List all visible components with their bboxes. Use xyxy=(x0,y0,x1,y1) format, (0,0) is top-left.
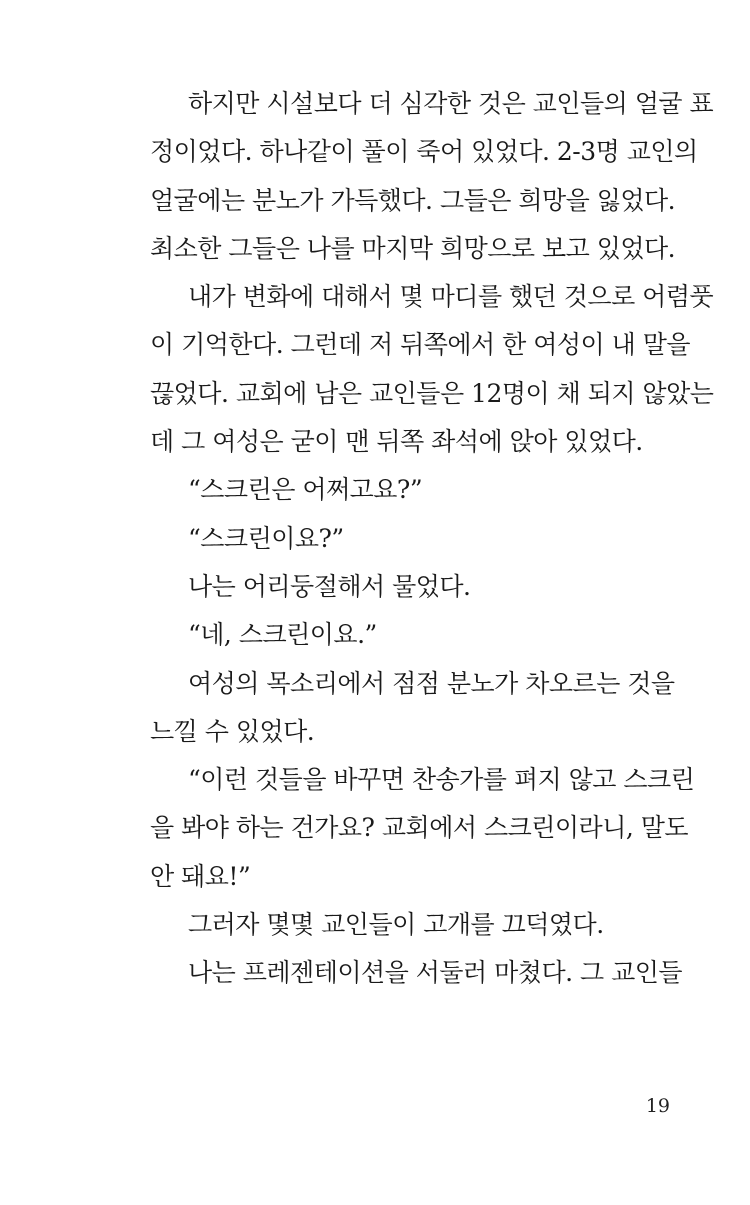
text-line: 데 그 여성은 굳이 맨 뒤쪽 좌석에 앉아 있었다. xyxy=(150,427,643,457)
text-line: 얼굴에는 분노가 가득했다. 그들은 희망을 잃었다. xyxy=(150,185,676,215)
text-line: 하지만 시설보다 더 심각한 것은 교인들의 얼굴 표 xyxy=(188,89,714,118)
text-line: 안 돼요!” xyxy=(150,861,251,891)
text-line: 여성의 목소리에서 점점 분노가 차오르는 것을 xyxy=(188,668,675,698)
text-line: 그러자 몇몇 교인들이 고개를 끄덕였다. xyxy=(188,910,604,940)
text-line: 정이었다. 하나같이 풀이 죽어 있었다. 2-3명 교인의 xyxy=(150,137,698,167)
text-line: “이런 것들을 바꾸면 찬송가를 펴지 않고 스크린 xyxy=(188,765,695,795)
text-line: 최소한 그들은 나를 마지막 희망으로 보고 있었다. xyxy=(150,233,676,263)
text-line: “스크린은 어쩌고요?” xyxy=(188,475,423,505)
text-line: 나는 프레젠테이션을 서둘러 마쳤다. 그 교인들 xyxy=(188,958,683,988)
text-line: 내가 변화에 대해서 몇 마디를 했던 것으로 어렴풋 xyxy=(188,282,714,312)
text-line: 이 기억한다. 그런데 저 뒤쪽에서 한 여성이 내 말을 xyxy=(150,330,691,360)
text-line: 나는 어리둥절해서 물었다. xyxy=(188,571,471,601)
page-number: 19 xyxy=(645,1095,670,1117)
text-line: 을 봐야 하는 건가요? 교회에서 스크린이라니, 말도 xyxy=(150,813,689,843)
text-line: “네, 스크린이요.” xyxy=(188,620,377,650)
page-body xyxy=(150,80,714,998)
text-line: 끊었다. 교회에 남은 교인들은 12명이 채 되지 않았는 xyxy=(150,378,714,408)
text-line: “스크린이요?” xyxy=(188,523,344,553)
text-line: 느낄 수 있었다. xyxy=(150,716,315,746)
